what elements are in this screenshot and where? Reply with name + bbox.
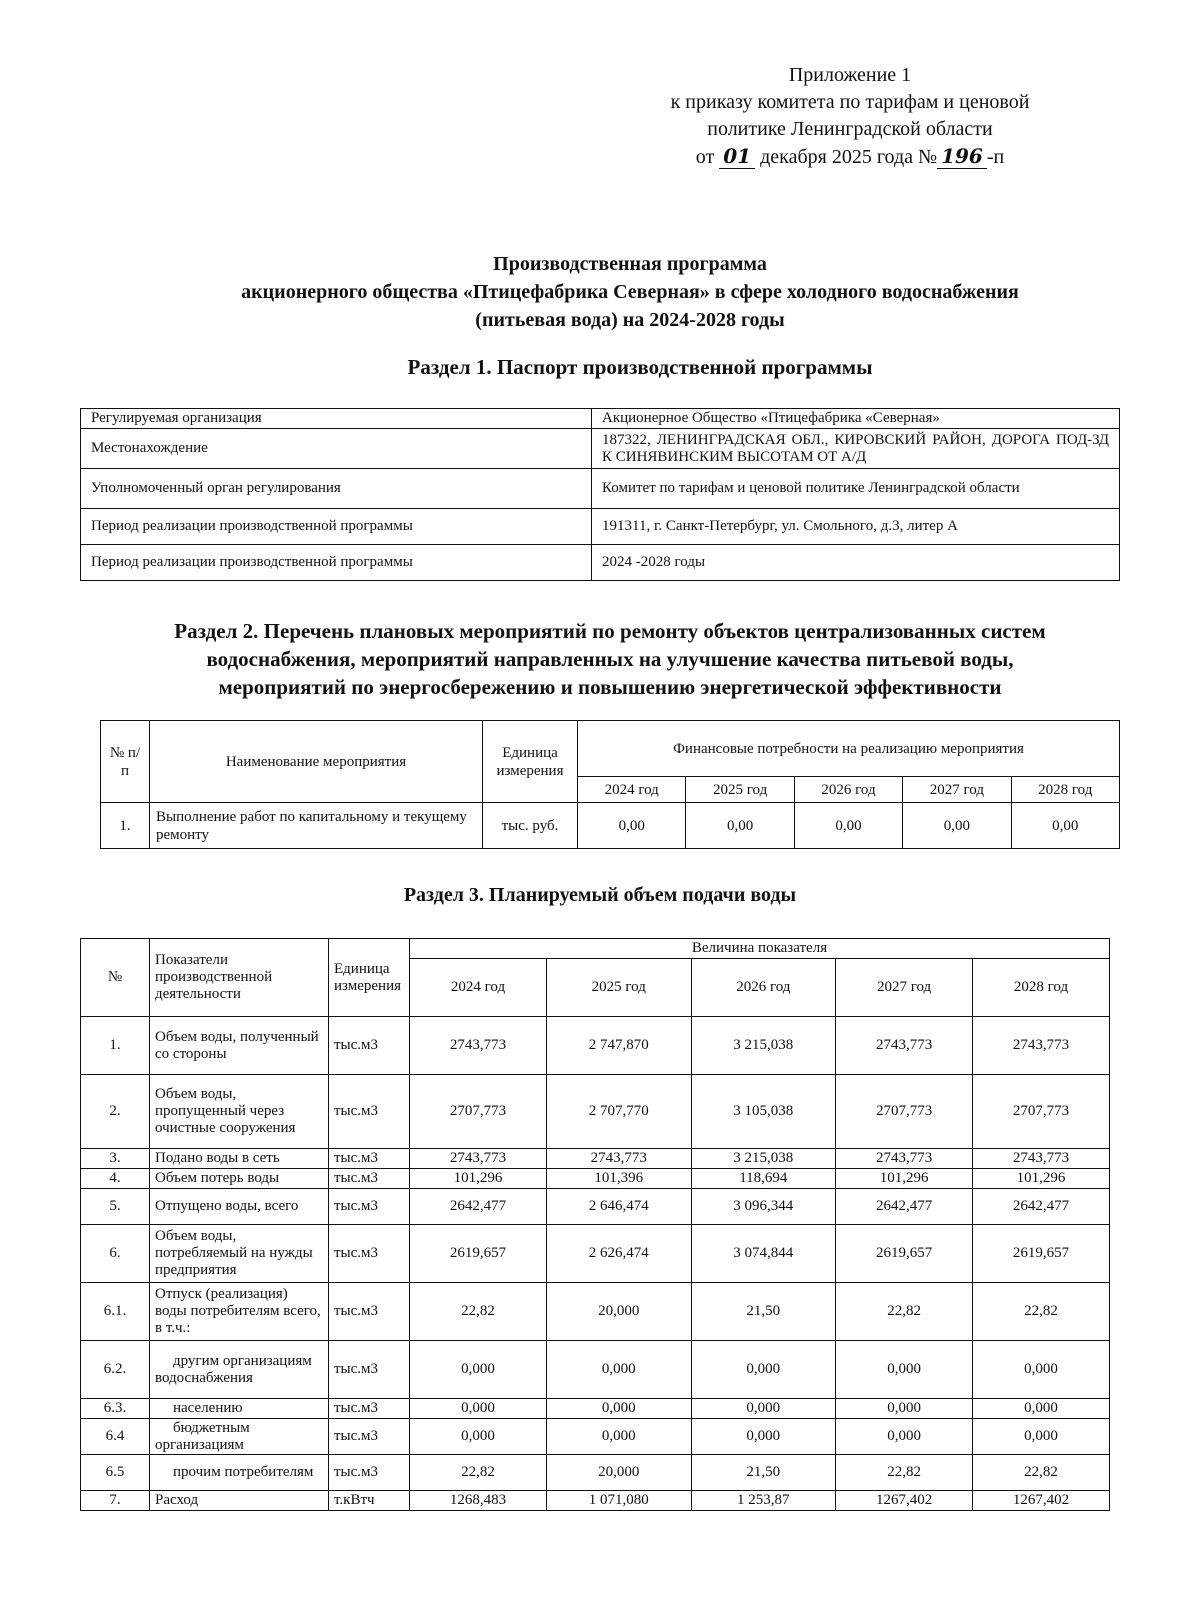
order-suffix: -п (986, 146, 1005, 168)
volume-name: Объем воды, полученный со стороны (150, 1017, 329, 1075)
volume-value: 3 074,844 (691, 1225, 836, 1283)
volume-name: Отпущено воды, всего (150, 1189, 329, 1225)
volume-value: 22,82 (836, 1455, 973, 1491)
volume-value: 2619,657 (973, 1225, 1110, 1283)
volume-num: 6.3. (81, 1399, 150, 1419)
volume-name: Объем воды, пропущенный через очистные сооружения (150, 1075, 329, 1149)
volume-value: 2619,657 (836, 1225, 973, 1283)
passport-value: Комитет по тарифам и ценовой политике Ленинградской области (592, 469, 1120, 509)
appendix-line1: Приложение 1 (788, 64, 912, 86)
title-line2: акционерного общества «Птицефабрика Северная» в сфере холодного водоснабжения (241, 281, 1019, 303)
volume-unit: тыс.м3 (329, 1075, 410, 1149)
section2-heading-line1: Раздел 2. Перечень плановых мероприятий по ремонту объектов централизованных систем (174, 619, 1046, 643)
section1-heading: Раздел 1. Паспорт производственной программы (407, 355, 873, 379)
volume-row (81, 1419, 1110, 1455)
volume-num: 6.1. (81, 1283, 150, 1341)
passport-label: Уполномоченный орган регулирования (81, 469, 592, 509)
volume-row (81, 1455, 1110, 1491)
passport-row (81, 409, 1120, 429)
volume-value: 101,296 (410, 1169, 547, 1189)
passport-label: Период реализации производственной программы (81, 509, 592, 545)
volume-header-num: № (81, 939, 150, 1017)
volume-unit: тыс.м3 (329, 1149, 410, 1169)
volume-num: 6. (81, 1225, 150, 1283)
volume-unit: тыс.м3 (329, 1169, 410, 1189)
section2-heading-line3: мероприятий по энергосбережению и повышению энергетической эффективности (218, 675, 1002, 699)
volume-row (81, 1491, 1110, 1511)
volume-unit: тыс.м3 (329, 1455, 410, 1491)
volume-table (80, 938, 1110, 1511)
events-value: 0,00 (578, 803, 686, 849)
appendix-line2: к приказу комитета по тарифам и ценовой (670, 91, 1030, 113)
volume-header-unit: Единица измерения (329, 939, 410, 1017)
volume-name: прочим потребителям (150, 1455, 329, 1491)
volume-name: Объем воды, потребляемый на нужды предприятия (150, 1225, 329, 1283)
volume-value: 1 071,080 (546, 1491, 691, 1511)
volume-unit: т.кВтч (329, 1491, 410, 1511)
volume-value: 0,000 (836, 1341, 973, 1399)
passport-value: Акционерное Общество «Птицефабрика «Северная» (592, 409, 1120, 429)
volume-name: населению (150, 1399, 329, 1419)
passport-value: 191311, г. Санкт-Петербург, ул. Смольного, д.3, литер А (592, 509, 1120, 545)
volume-value: 2707,773 (410, 1075, 547, 1149)
volume-num: 2. (81, 1075, 150, 1149)
volume-name: бюджетным организациям (150, 1419, 329, 1455)
volume-value: 1267,402 (973, 1491, 1110, 1511)
volume-num: 7. (81, 1491, 150, 1511)
volume-value: 2 626,474 (546, 1225, 691, 1283)
volume-row (81, 1189, 1110, 1225)
volume-value: 118,694 (691, 1169, 836, 1189)
events-unit: тыс. руб. (483, 803, 578, 849)
volume-value: 22,82 (836, 1283, 973, 1341)
volume-name: Подано воды в сеть (150, 1149, 329, 1169)
events-value: 0,00 (686, 803, 794, 849)
volume-value: 0,000 (410, 1399, 547, 1419)
volume-year-header: 2026 год (691, 959, 836, 1017)
title-line3: (питьевая вода) на 2024-2028 годы (475, 309, 785, 331)
appendix-header (620, 62, 1080, 171)
volume-value: 22,82 (973, 1455, 1110, 1491)
section3-heading: Раздел 3. Планируемый объем подачи воды (403, 884, 797, 906)
volume-value: 0,000 (691, 1341, 836, 1399)
volume-row (81, 1341, 1110, 1399)
volume-value: 2743,773 (546, 1149, 691, 1169)
volume-value: 2707,773 (836, 1075, 973, 1149)
volume-value: 22,82 (410, 1283, 547, 1341)
events-year-header: 2024 год (578, 777, 686, 803)
volume-value: 0,000 (691, 1399, 836, 1419)
events-name: Выполнение работ по капитальному и текущему ремонту (150, 803, 483, 849)
events-year-header: 2027 год (903, 777, 1011, 803)
volume-value: 101,296 (973, 1169, 1110, 1189)
passport-label: Период реализации производственной программы (81, 545, 592, 581)
volume-num: 3. (81, 1149, 150, 1169)
volume-name: Расход (150, 1491, 329, 1511)
volume-value: 2642,477 (410, 1189, 547, 1225)
volume-num: 6.5 (81, 1455, 150, 1491)
volume-value: 2 707,770 (546, 1075, 691, 1149)
volume-value: 0,000 (836, 1399, 973, 1419)
volume-value: 2743,773 (973, 1149, 1110, 1169)
volume-value: 2707,773 (973, 1075, 1110, 1149)
volume-num: 4. (81, 1169, 150, 1189)
order-number: 196 (937, 144, 987, 169)
volume-row (81, 1169, 1110, 1189)
volume-unit: тыс.м3 (329, 1017, 410, 1075)
volume-value: 1267,402 (836, 1491, 973, 1511)
date-rest: декабря 2025 года № (760, 146, 938, 168)
volume-value: 0,000 (546, 1341, 691, 1399)
volume-value: 22,82 (410, 1455, 547, 1491)
volume-unit: тыс.м3 (329, 1341, 410, 1399)
volume-unit: тыс.м3 (329, 1419, 410, 1455)
volume-value: 0,000 (836, 1419, 973, 1455)
volume-value: 2743,773 (836, 1017, 973, 1075)
passport-value: 187322, ЛЕНИНГРАДСКАЯ ОБЛ., КИРОВСКИЙ РАЙОН, ДОРОГА ПОД-ЗД К СИНЯВИНСКИМ ВЫСОТАМ ОТ А/Д (592, 429, 1120, 469)
passport-row (81, 429, 1120, 469)
volume-value: 22,82 (973, 1283, 1110, 1341)
volume-value: 0,000 (410, 1419, 547, 1455)
volume-value: 2743,773 (973, 1017, 1110, 1075)
events-header-unit: Единица измерения (483, 721, 578, 803)
volume-value: 2642,477 (973, 1189, 1110, 1225)
volume-value: 0,000 (973, 1399, 1110, 1419)
volume-value: 0,000 (691, 1419, 836, 1455)
volume-header-name: Показатели производственной деятельности (150, 939, 329, 1017)
volume-value: 3 215,038 (691, 1017, 836, 1075)
volume-value: 3 096,344 (691, 1189, 836, 1225)
volume-row (81, 1075, 1110, 1149)
volume-value: 0,000 (546, 1399, 691, 1419)
events-header-finance: Финансовые потребности на реализацию мероприятия (578, 721, 1120, 777)
appendix-date-line (620, 143, 1080, 171)
volume-value: 1268,483 (410, 1491, 547, 1511)
volume-value: 2743,773 (836, 1149, 973, 1169)
volume-unit: тыс.м3 (329, 1399, 410, 1419)
volume-value: 21,50 (691, 1283, 836, 1341)
events-num: 1. (101, 803, 150, 849)
document-title (150, 250, 1110, 334)
volume-name: другим организациям водоснабжения (150, 1341, 329, 1399)
volume-unit: тыс.м3 (329, 1189, 410, 1225)
volume-year-header: 2027 год (836, 959, 973, 1017)
section2-heading-line2: водоснабжения, мероприятий направленных на улучшение качества питьевой воды, (206, 647, 1014, 671)
volume-value: 2 646,474 (546, 1189, 691, 1225)
volume-value: 3 215,038 (691, 1149, 836, 1169)
section2-heading (100, 617, 1120, 701)
volume-row (81, 1225, 1110, 1283)
volume-year-header: 2024 год (410, 959, 547, 1017)
volume-value: 3 105,038 (691, 1075, 836, 1149)
events-table (100, 720, 1120, 849)
volume-value: 2743,773 (410, 1149, 547, 1169)
volume-num: 1. (81, 1017, 150, 1075)
volume-value: 20,000 (546, 1455, 691, 1491)
volume-value: 2619,657 (410, 1225, 547, 1283)
volume-value: 0,000 (410, 1341, 547, 1399)
passport-value: 2024 -2028 годы (592, 545, 1120, 581)
volume-value: 2642,477 (836, 1189, 973, 1225)
events-value: 0,00 (794, 803, 902, 849)
volume-num: 5. (81, 1189, 150, 1225)
volume-name: Объем потерь воды (150, 1169, 329, 1189)
volume-row (81, 1283, 1110, 1341)
volume-num: 6.2. (81, 1341, 150, 1399)
events-year-header: 2025 год (686, 777, 794, 803)
volume-value: 1 253,87 (691, 1491, 836, 1511)
volume-year-header: 2028 год (973, 959, 1110, 1017)
volume-num: 6.4 (81, 1419, 150, 1455)
volume-row (81, 1399, 1110, 1419)
volume-row (81, 1149, 1110, 1169)
volume-value: 0,000 (973, 1419, 1110, 1455)
passport-row (81, 509, 1120, 545)
appendix-line3: политике Ленинградской области (707, 118, 993, 140)
events-value: 0,00 (903, 803, 1011, 849)
volume-unit: тыс.м3 (329, 1283, 410, 1341)
passport-label: Местонахождение (81, 429, 592, 469)
events-header-num: № п/п (101, 721, 150, 803)
title-line1: Производственная программа (493, 253, 767, 275)
passport-row (81, 545, 1120, 581)
volume-value: 0,000 (973, 1341, 1110, 1399)
volume-row (81, 1017, 1110, 1075)
passport-row (81, 469, 1120, 509)
volume-value: 21,50 (691, 1455, 836, 1491)
volume-value: 20,000 (546, 1283, 691, 1341)
date-prefix: от (695, 146, 715, 168)
events-value: 0,00 (1011, 803, 1119, 849)
events-year-header: 2026 год (794, 777, 902, 803)
volume-value: 2 747,870 (546, 1017, 691, 1075)
volume-value: 101,396 (546, 1169, 691, 1189)
volume-value: 101,296 (836, 1169, 973, 1189)
volume-year-header: 2025 год (546, 959, 691, 1017)
events-header-name: Наименование мероприятия (150, 721, 483, 803)
volume-name: Отпуск (реализация) воды потребителям всего, в т.ч.: (150, 1283, 329, 1341)
volume-header-value-group: Величина показателя (410, 939, 1110, 959)
volume-unit: тыс.м3 (329, 1225, 410, 1283)
date-day: 01 (719, 144, 755, 169)
volume-value: 2743,773 (410, 1017, 547, 1075)
events-row (101, 803, 1120, 849)
passport-label: Регулируемая организация (81, 409, 592, 429)
passport-table (80, 408, 1120, 581)
events-year-header: 2028 год (1011, 777, 1119, 803)
volume-value: 0,000 (546, 1419, 691, 1455)
